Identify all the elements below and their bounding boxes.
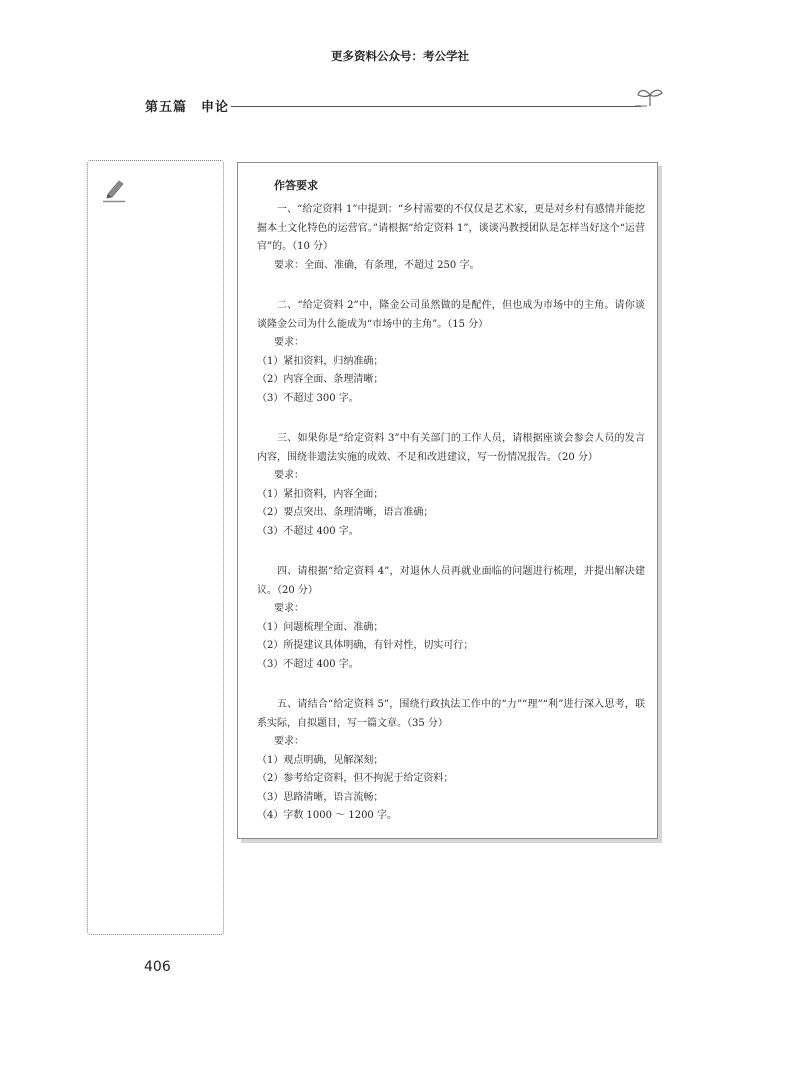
requirement-label: 要求：: [274, 337, 304, 348]
question-3: [257, 430, 645, 541]
requirement-item: （1）观点明确，见解深刻；: [257, 754, 384, 766]
requirement-item: （2）参考给定资料，但不拘泥于给定资料；: [257, 773, 454, 784]
question-1: [257, 201, 645, 275]
sprout-icon: [635, 86, 665, 108]
top-note: 更多资料公众号：考公学社: [331, 49, 469, 63]
answer-requirements-box: [237, 162, 658, 839]
question-text: 四、请根据“给定资料 4”，对退休人员再就业面临的问题进行梳理，并提出解决建议。（20 分）: [257, 566, 645, 596]
pencil-icon: [102, 177, 126, 203]
requirement-label: 要求：全面、准确，有条理，不超过 250 字。: [274, 259, 480, 271]
requirements-content: [257, 177, 645, 848]
requirement-item: （3）思路清晰，语言流畅；: [257, 791, 384, 803]
requirement-label: 要求：: [274, 603, 304, 614]
question-text: 五、请结合“给定资料 5”，围绕行政执法工作中的“力”“理”“利”进行深入思考，联系实际，自拟题目，写一篇文章。（35 分）: [257, 699, 645, 729]
requirements-title: 作答要求: [274, 179, 318, 192]
question-text: 三、如果你是“给定资料 3”中有关部门的工作人员，请根据座谈会参会人员的发言内容，围绕非遗法实施的成效、不足和改进建议，写一份情况报告。（20 分）: [257, 433, 645, 463]
requirement-item: （1）紧扣资料，内容全面；: [257, 488, 384, 500]
question-4: [257, 563, 645, 674]
requirement-item: （4）字数 1000 ～ 1200 字。: [257, 810, 397, 821]
requirement-item: （3）不超过 400 字。: [257, 658, 359, 670]
page-number: 406: [144, 959, 171, 975]
question-text: 二、“给定资料 2”中，隆金公司虽然做的是配件，但也成为市场中的主角。请你谈谈隆金公司为什么能成为“市场中的主角”。（15 分）: [257, 300, 645, 330]
requirement-item: （1）紧扣资料，归纳准确；: [257, 355, 384, 367]
requirement-item: （2）要点突出、条理清晰，语言准确；: [257, 507, 434, 518]
requirement-item: （2）内容全面、条理清晰；: [257, 374, 384, 385]
section-title: 第五篇 申论: [145, 100, 230, 115]
question-text: 一、“给定资料 1”中提到：“乡村需要的不仅仅是艺术家，更是对乡村有感情并能挖掘本土文化特色的运营官。”请根据“给定资料 1”，谈谈冯教授团队是怎样当好这个“运营官”的。（10 分）: [257, 204, 645, 252]
requirement-item: （3）不超过 400 字。: [257, 525, 359, 537]
requirement-item: （2）所提建议具体明确，有针对性，切实可行；: [257, 640, 474, 651]
requirement-label: 要求：: [274, 470, 304, 481]
question-5: [257, 696, 645, 826]
section-header: [145, 94, 665, 118]
requirement-label: 要求：: [274, 736, 304, 747]
question-2: [257, 297, 645, 408]
requirement-item: （1）问题梳理全面、准确；: [257, 621, 384, 633]
header-divider: [231, 106, 641, 107]
notes-column: [87, 160, 224, 935]
requirement-item: （3）不超过 300 字。: [257, 392, 359, 404]
